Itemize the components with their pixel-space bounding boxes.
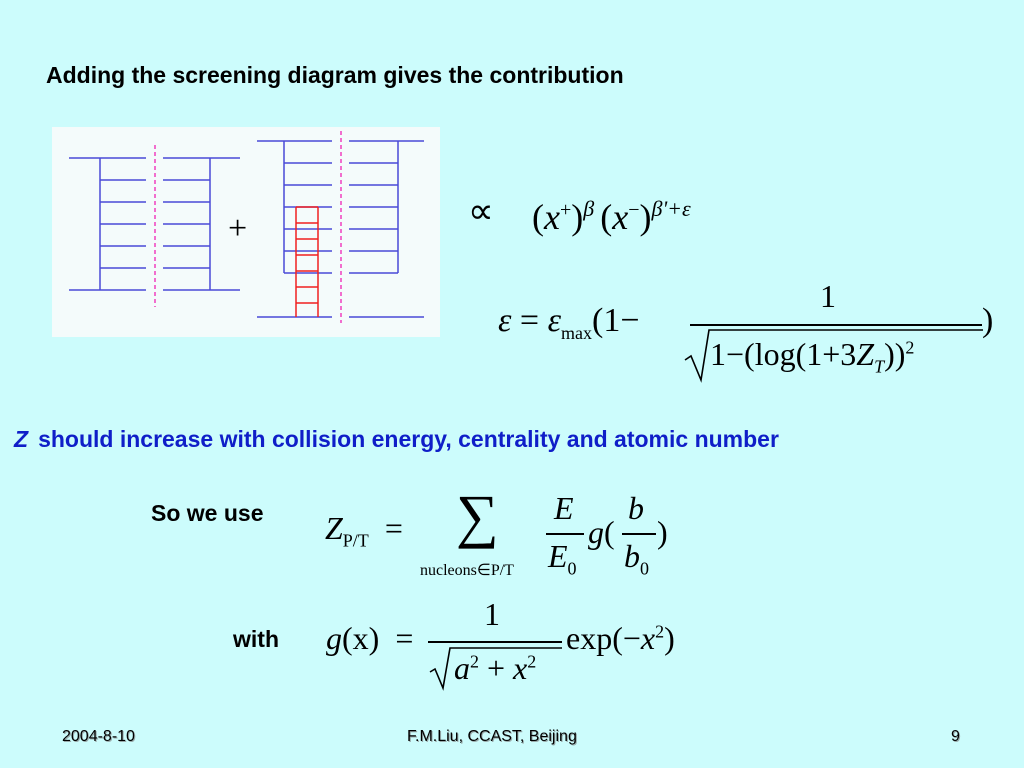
epsilon-numerator: 1 [820, 278, 836, 314]
sum-range: nucleons∈P/T [420, 562, 514, 579]
page-number: 9 [951, 728, 960, 745]
footer-date: 2004-8-10 [62, 728, 135, 745]
so-we-use-label: So we use [151, 500, 264, 526]
epsilon-denominator: $1-(\log(1+3Z_T))^2$ [710, 336, 915, 377]
e-denominator: $E_0$ [548, 538, 577, 579]
b-fraction-bar [622, 533, 656, 535]
statement-text: should increase with collision energy, centrality and atomic number [38, 426, 779, 452]
zpt-lhs: $Z_{P/T}$ = [325, 510, 403, 551]
b-denominator: $b_0$ [624, 538, 649, 579]
proportional-symbol: ∝ [468, 191, 494, 231]
epsilon-lhs: $\varepsilon = \varepsilon_{max}(1-$ [498, 302, 640, 343]
slide-title: Adding the screening diagram gives the contribution [46, 62, 624, 88]
plus-sign: + [228, 210, 248, 247]
with-label: with [233, 626, 279, 652]
b-numerator: b [628, 490, 644, 526]
screening-diagram [52, 127, 440, 337]
ladder-diagrams [52, 127, 440, 337]
proportional-formula: $(x^+)^\beta$ $(x^-)^{\beta'+\varepsilon}$ [532, 196, 691, 237]
e-numerator: E [554, 490, 574, 526]
sum-symbol: ∑ [456, 483, 499, 549]
screening-ladder [296, 207, 318, 317]
gx-numerator: 1 [484, 596, 500, 632]
gx-lhs: g(x) = [326, 620, 414, 656]
gx-denominator: $a^2 + x^2$ [454, 650, 537, 686]
gx-fraction-bar [428, 641, 562, 643]
gx-exp: $\exp(-x^2)$ [566, 620, 675, 656]
e-fraction-bar [546, 533, 584, 535]
g-call: g( [588, 514, 615, 550]
z-variable: Z [14, 426, 29, 452]
z-statement [14, 426, 779, 453]
footer-author: F.M.Liu, CCAST, Beijing [407, 728, 577, 745]
g-close: ) [657, 514, 668, 550]
epsilon-close: ) [982, 302, 994, 339]
